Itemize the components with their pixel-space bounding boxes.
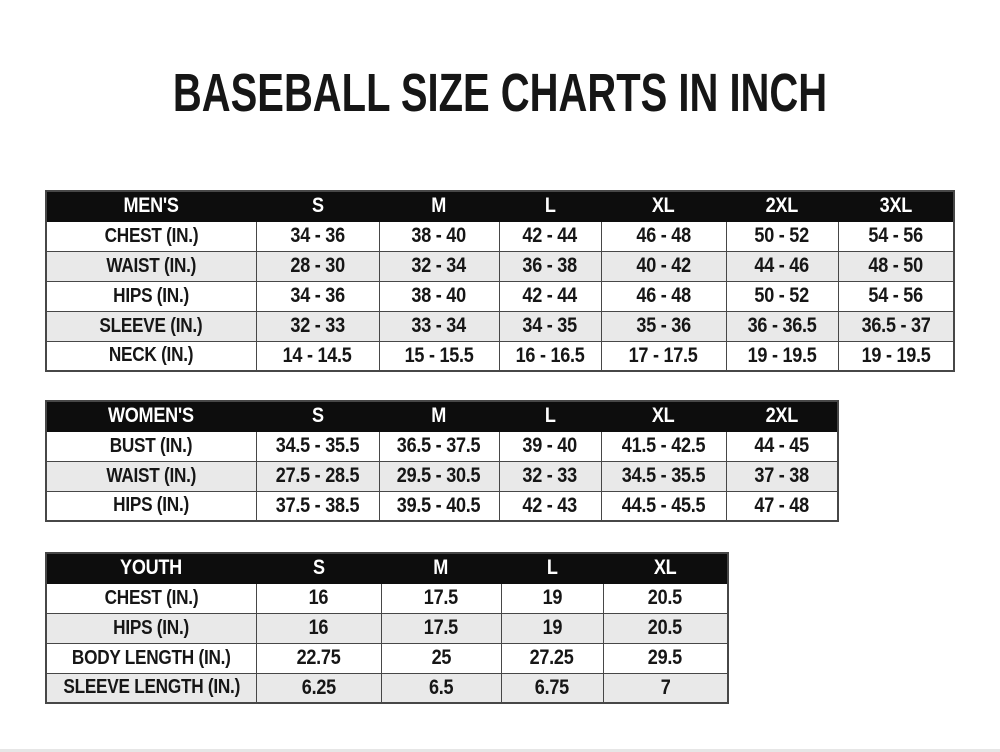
cell-text: 48 - 50 [868,254,923,277]
cell-text: HIPS (IN.) [113,616,190,639]
cell-text: 35 - 36 [636,314,691,337]
size-value [499,281,601,311]
cell-text: M [431,404,447,428]
cell-text: 19 - 19.5 [861,343,931,367]
size-value [726,221,838,251]
size-column-header [726,401,838,431]
size-value [256,613,381,643]
size-value [601,341,726,371]
size-value [379,221,499,251]
cell-text: 19 [542,586,562,609]
table-row [46,491,838,521]
size-value [379,491,499,521]
size-value [256,431,379,461]
size-column-header [726,191,838,221]
size-column-header [603,553,728,583]
size-value [379,281,499,311]
mens-table-body [46,221,954,371]
cell-text: 19 - 19.5 [747,343,817,367]
measurement-label [46,491,256,521]
table-row [46,613,728,643]
cell-text: 17.5 [423,616,459,639]
size-value [381,643,501,673]
cell-text: 6.25 [301,675,336,699]
cell-text: 17 - 17.5 [629,343,698,367]
cell-text: 37.5 - 38.5 [275,493,360,517]
cell-text: 34 - 36 [290,224,345,247]
header-row [46,553,728,583]
cell-text: YOUTH [120,556,183,580]
measurement-label [46,673,256,703]
size-value [601,461,726,491]
size-value [256,491,379,521]
measurement-label [46,583,256,613]
cell-text: 42 - 44 [522,284,578,307]
cell-text: L [544,404,556,428]
cell-text: 6.5 [428,675,454,699]
cell-text: 37 - 38 [754,464,809,487]
cell-text: 27.5 - 28.5 [275,464,360,487]
cell-text: 44 - 46 [754,254,810,277]
cell-text: NECK (IN.) [109,344,194,367]
table-row [46,461,838,491]
cell-text: L [544,194,556,218]
size-value [603,643,728,673]
cell-text: 2XL [765,404,798,428]
measurement-label [46,311,256,341]
cell-text: 34 - 35 [522,314,578,337]
size-value [501,583,603,613]
cell-text: 44 - 45 [754,434,809,457]
cell-text: 2XL [765,194,799,218]
cell-text: 34 - 36 [290,284,345,307]
size-value [726,251,838,281]
cell-text: CHEST (IN.) [104,586,199,609]
size-column-header [379,401,499,431]
size-column-header [499,401,601,431]
measurement-label [46,341,256,371]
cell-text: 47 - 48 [754,493,809,517]
cell-text: 39 - 40 [522,434,578,457]
size-column-header [379,191,499,221]
cell-text: 3XL [879,194,912,218]
cell-text: 40 - 42 [636,254,691,277]
size-value [838,311,954,341]
size-column-header [256,553,381,583]
cell-text: 16 [308,616,329,639]
measurement-label [46,281,256,311]
mens-size-table [45,190,955,372]
size-column-header [381,553,501,583]
cell-text: 14 - 14.5 [283,343,352,367]
cell-text: MEN'S [123,194,179,218]
cell-text: 15 - 15.5 [404,343,474,367]
size-value [499,341,601,371]
cell-text: S [312,556,325,580]
cell-text: 36 - 36.5 [747,314,817,337]
table-row [46,221,954,251]
header-row [46,401,838,431]
size-value [601,491,726,521]
cell-text: 19 [542,616,562,639]
size-value [601,311,726,341]
table-row [46,431,838,461]
size-value [838,341,954,371]
table-row [46,583,728,613]
size-column-header [499,191,601,221]
size-value [499,251,601,281]
cell-text: 50 - 52 [754,224,810,247]
size-value [603,673,728,703]
cell-text: 38 - 40 [411,224,467,247]
size-value [256,221,379,251]
size-value [501,613,603,643]
size-value [838,221,954,251]
size-value [726,461,838,491]
cell-text: BODY LENGTH (IN.) [71,646,231,669]
size-value [379,311,499,341]
size-value [499,431,601,461]
cell-text: BUST (IN.) [110,434,193,457]
cell-text: 25 [431,646,451,669]
cell-text: 32 - 34 [411,254,467,277]
page-title-text: BASEBALL SIZE CHARTS IN INCH [172,63,828,123]
size-value [726,431,838,461]
size-column-header [501,553,603,583]
cell-text: SLEEVE (IN.) [99,314,203,337]
cell-text: HIPS (IN.) [113,494,190,517]
cell-text: 34.5 - 35.5 [621,464,706,487]
cell-text: 36.5 - 37 [861,314,931,337]
cell-text: 50 - 52 [754,284,810,307]
table-row [46,281,954,311]
size-value [381,613,501,643]
youth-table-body [46,583,728,703]
cell-text: 54 - 56 [868,284,923,307]
size-value [499,491,601,521]
size-column-header [256,191,379,221]
size-value [601,431,726,461]
cell-text: 20.5 [648,616,683,639]
size-value [601,251,726,281]
womens-table-body [46,431,838,521]
size-value [501,673,603,703]
cell-text: HIPS (IN.) [113,284,190,307]
size-value [379,341,499,371]
table-row [46,643,728,673]
table-row [46,673,728,703]
cell-text: 29.5 - 30.5 [397,464,481,487]
cell-text: L [546,556,558,580]
size-value [256,311,379,341]
cell-text: 38 - 40 [411,284,467,307]
mens-table-head [46,191,954,221]
cell-text: 44.5 - 45.5 [621,493,706,517]
size-value [603,613,728,643]
measurement-label [46,221,256,251]
measurement-label [46,251,256,281]
cell-text: 7 [660,675,671,699]
cell-text: 54 - 56 [868,224,923,247]
size-value [838,281,954,311]
size-value [379,431,499,461]
cell-text: WAIST (IN.) [106,464,197,487]
measurement-label [46,461,256,491]
measurement-label [46,643,256,673]
size-column-header [601,191,726,221]
size-value [726,281,838,311]
size-value [256,643,381,673]
measurement-label [46,431,256,461]
youth-table-head [46,553,728,583]
cell-text: 36.5 - 37.5 [397,434,481,457]
table-name-header [46,553,256,583]
size-column-header [601,401,726,431]
womens-size-table [45,400,839,522]
womens-table-head [46,401,838,431]
size-value [726,491,838,521]
size-value [601,221,726,251]
cell-text: 42 - 43 [522,493,578,517]
cell-text: 41.5 - 42.5 [621,434,706,457]
cell-text: 27.25 [530,646,574,669]
cell-text: 46 - 48 [636,284,691,307]
table-name-header [46,401,256,431]
size-value [256,673,381,703]
cell-text: 46 - 48 [636,224,691,247]
size-value [726,341,838,371]
cell-text: 39.5 - 40.5 [397,493,481,517]
cell-text: 17.5 [423,586,459,609]
size-column-header [256,401,379,431]
table-name-header [46,191,256,221]
cell-text: 32 - 33 [522,464,578,487]
cell-text: WAIST (IN.) [106,254,197,277]
cell-text: SLEEVE LENGTH (IN.) [62,676,240,699]
size-value [499,461,601,491]
cell-text: WOMEN'S [108,404,195,428]
youth-size-table [45,552,729,704]
page-title [0,63,1000,123]
size-value [499,221,601,251]
cell-text: 29.5 [648,646,683,669]
size-value [603,583,728,613]
cell-text: 16 - 16.5 [515,343,585,367]
size-column-header [838,191,954,221]
cell-text: 28 - 30 [290,254,345,277]
cell-text: 33 - 34 [411,314,467,337]
cell-text: 20.5 [648,586,683,609]
cell-text: M [433,556,449,580]
cell-text: 34.5 - 35.5 [275,434,360,457]
cell-text: 36 - 38 [522,254,578,277]
cell-text: 32 - 33 [290,314,345,337]
table-row [46,251,954,281]
size-value [256,251,379,281]
cell-text: 16 [308,586,329,609]
size-value [501,643,603,673]
size-value [379,461,499,491]
cell-text: XL [652,194,675,218]
table-row [46,341,954,371]
cell-text: 42 - 44 [522,224,578,247]
size-value [381,673,501,703]
size-value [499,311,601,341]
cell-text: CHEST (IN.) [104,224,199,247]
measurement-label [46,613,256,643]
size-value [726,311,838,341]
cell-text: 6.75 [534,675,570,699]
cell-text: XL [652,404,675,428]
header-row [46,191,954,221]
size-value [601,281,726,311]
cell-text: M [431,194,447,218]
size-value [256,341,379,371]
cell-text: 22.75 [296,646,341,669]
size-value [381,583,501,613]
table-row [46,311,954,341]
cell-text: S [311,404,324,428]
size-value [256,461,379,491]
size-value [256,583,381,613]
size-value [256,281,379,311]
size-value [379,251,499,281]
size-value [838,251,954,281]
cell-text: S [311,194,324,218]
cell-text: XL [653,556,677,580]
